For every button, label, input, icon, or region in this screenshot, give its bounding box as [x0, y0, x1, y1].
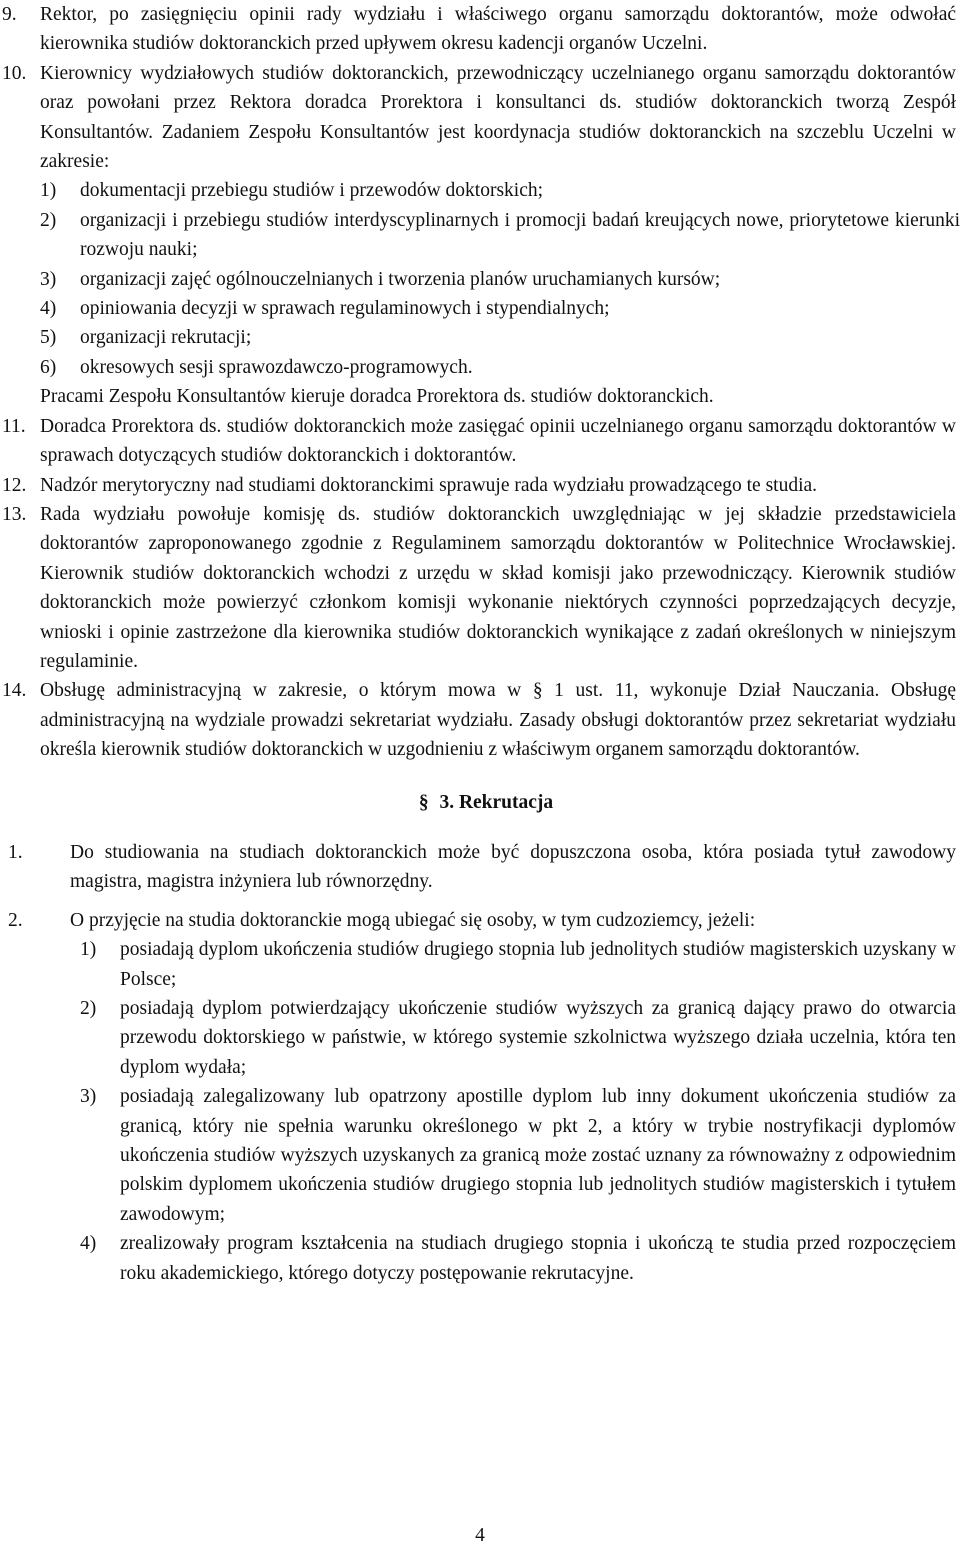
- list-item: [0, 265, 960, 294]
- list-item-text: organizacji zajęć ogólnouczelnianych i tworzenia planów uruchamianych kursów;: [80, 268, 721, 290]
- list-item-text: okresowych sesji sprawozdawczo-programowych.: [80, 356, 473, 378]
- item-number: 1.: [8, 841, 23, 863]
- list-item-text: organizacji i przebiegu studiów interdyscyplinarnych i promocji badań kreujących nowe, priorytetowe kierunki rozwoju nauki;: [80, 209, 960, 261]
- section-symbol: §: [418, 791, 429, 813]
- section-title: 3. Rekrutacja: [439, 791, 554, 813]
- list-item-text: posiadają dyplom potwierdzający ukończenie studiów wyższych za granicą dający prawo do otwarcia przewodu doktorskiego w państwie, w którego systemie szkolnictwa wyższego działa uczelnia, która ten dyplom wydała;: [120, 998, 956, 1078]
- item-text: Rektor, po zasięgnięciu opinii rady wydziału i właściwego organu samorządu doktorantów, może odwołać kierownika studiów doktoranckich przed upływem okresu kadencji organów Uczelni.: [40, 4, 956, 55]
- list-item: [0, 353, 960, 382]
- list-item-text: dokumentacji przebiegu studiów i przewodów doktorskich;: [80, 180, 544, 202]
- list-item-number: 6): [40, 356, 57, 378]
- list-item-number: 3): [80, 1086, 97, 1108]
- list-item-number: 2): [40, 209, 57, 231]
- list-item-text: opiniowania decyzji w sprawach regulaminowych i stypendialnych;: [80, 298, 610, 320]
- list-item: [0, 935, 960, 994]
- list-item: [0, 1082, 960, 1229]
- list-item: [0, 1229, 960, 1288]
- list-item-number: 3): [40, 268, 57, 290]
- paragraph-14: [0, 676, 960, 764]
- list-item-text: posiadają zalegalizowany lub opatrzony apostille dyplom lub inny dokument ukończenia studiów za granicą, który nie spełnia warunku określonego w pkt 2, a który w trybie nostryfikacji dyplomów ukończenia studiów wyższych uzyskanych za granicą może zostać uznany za równoważny z odpowiednim polskim dyplomem ukończenia studiów drugiego stopnia lub jednolitych studiów magisterskich i tytułem zawodowym;: [120, 1086, 956, 1225]
- list-item-number: 2): [80, 998, 97, 1019]
- item-number: 10.: [2, 62, 27, 84]
- page-number: 4: [475, 1525, 485, 1546]
- item-number: 9.: [2, 4, 17, 25]
- rekrutacja-paragraph-2: [0, 906, 960, 935]
- item-number: 2.: [8, 909, 23, 931]
- list-item-text: organizacji rekrutacji;: [80, 327, 252, 349]
- paragraph-11: [0, 412, 960, 471]
- paragraph-10: [0, 59, 960, 177]
- paragraph-12: [0, 471, 960, 500]
- item-number: 14.: [2, 680, 27, 702]
- list-item-number: 1): [80, 939, 97, 961]
- item-text: Do studiowania na studiach doktoranckich może być dopuszczona osoba, która posiada tytuł zawodowy magistra, magistra inżyniera lub równorzędny.: [70, 841, 956, 893]
- list-item-text: zrealizowały program kształcenia na studiach drugiego stopnia i ukończą te studia przed rozpoczęciem roku akademickiego, którego dotyczy postępowanie rekrutacyjne.: [120, 1233, 956, 1284]
- item-number: 12.: [2, 474, 27, 496]
- item-text: Obsługę administracyjną w zakresie, o którym mowa w § 1 ust. 11, wykonuje Dział Nauczania. Obsługę administracyjną na wydziale prowadzi sekretariat wydziału. Zasady obsługi doktorantów przez sekretariat wydziału określa kierownik studiów doktoranckich w uzgodnieniu z właściwym organem samorządu doktorantów.: [40, 680, 956, 761]
- item-number: 13.: [2, 503, 27, 525]
- paragraph-10-closing: Pracami Zespołu Konsultantów kieruje doradca Prorektora ds. studiów doktoranckich.: [40, 386, 714, 408]
- rekrutacja-paragraph-1: [0, 838, 960, 897]
- list-item: [0, 994, 960, 1082]
- item-text: Kierownicy wydziałowych studiów doktoranckich, przewodniczący uczelnianego organu samorządu doktorantów oraz powołani przez Rektora doradca Prorektora i konsultanci ds. studiów doktoranckich tworzą Zespół Konsultantów. Zadaniem Zespołu Konsultantów jest koordynacja studiów doktoranckich na szczeblu Uczelni w zakresie:: [40, 62, 956, 173]
- list-item: [0, 176, 960, 205]
- item-text: Rada wydziału powołuje komisję ds. studiów doktoranckich uwzględniając w jej składzie przedstawiciela doktorantów zaproponowanego zgodnie z Regulaminem samorządu doktorantów w Politechnice Wrocławskiej. Kierownik studiów doktoranckich wchodzi z urzędu w skład komisji jako przewodniczący. Kierownik studiów doktoranckich może powierzyć członkom komisji wykonanie niektórych czynności poprzedzających decyzje, wnioski i opinie zastrzeżone dla kierownika studiów doktoranckich wynikające z zadań określonych w niniejszym regulaminie.: [40, 503, 956, 672]
- list-item-text: posiadają dyplom ukończenia studiów drugiego stopnia lub jednolitych studiów magisterskich uzyskany w Polsce;: [120, 939, 956, 990]
- list-item-number: 4): [80, 1233, 97, 1255]
- item-text: Doradca Prorektora ds. studiów doktoranckich może zasięgać opinii uczelnianego organu samorządu doktorantów w sprawach dotyczących studiów doktoranckich i doktorantów.: [40, 415, 956, 467]
- list-item-number: 4): [40, 298, 57, 320]
- list-item: [0, 323, 960, 352]
- list-item: [0, 294, 960, 323]
- list-item-number: 5): [40, 327, 57, 349]
- item-text: O przyjęcie na studia doktoranckie mogą ubiegać się osoby, w tym cudzoziemcy, jeżeli:: [70, 909, 756, 931]
- list-item: [0, 206, 960, 265]
- paragraph-9: [0, 0, 960, 59]
- item-text: Nadzór merytoryczny nad studiami doktoranckimi sprawuje rada wydziału prowadzącego te studia.: [40, 474, 818, 496]
- item-number: 11.: [2, 415, 26, 437]
- section-heading: [0, 788, 960, 817]
- list-item-number: 1): [40, 180, 57, 202]
- paragraph-13: [0, 500, 960, 676]
